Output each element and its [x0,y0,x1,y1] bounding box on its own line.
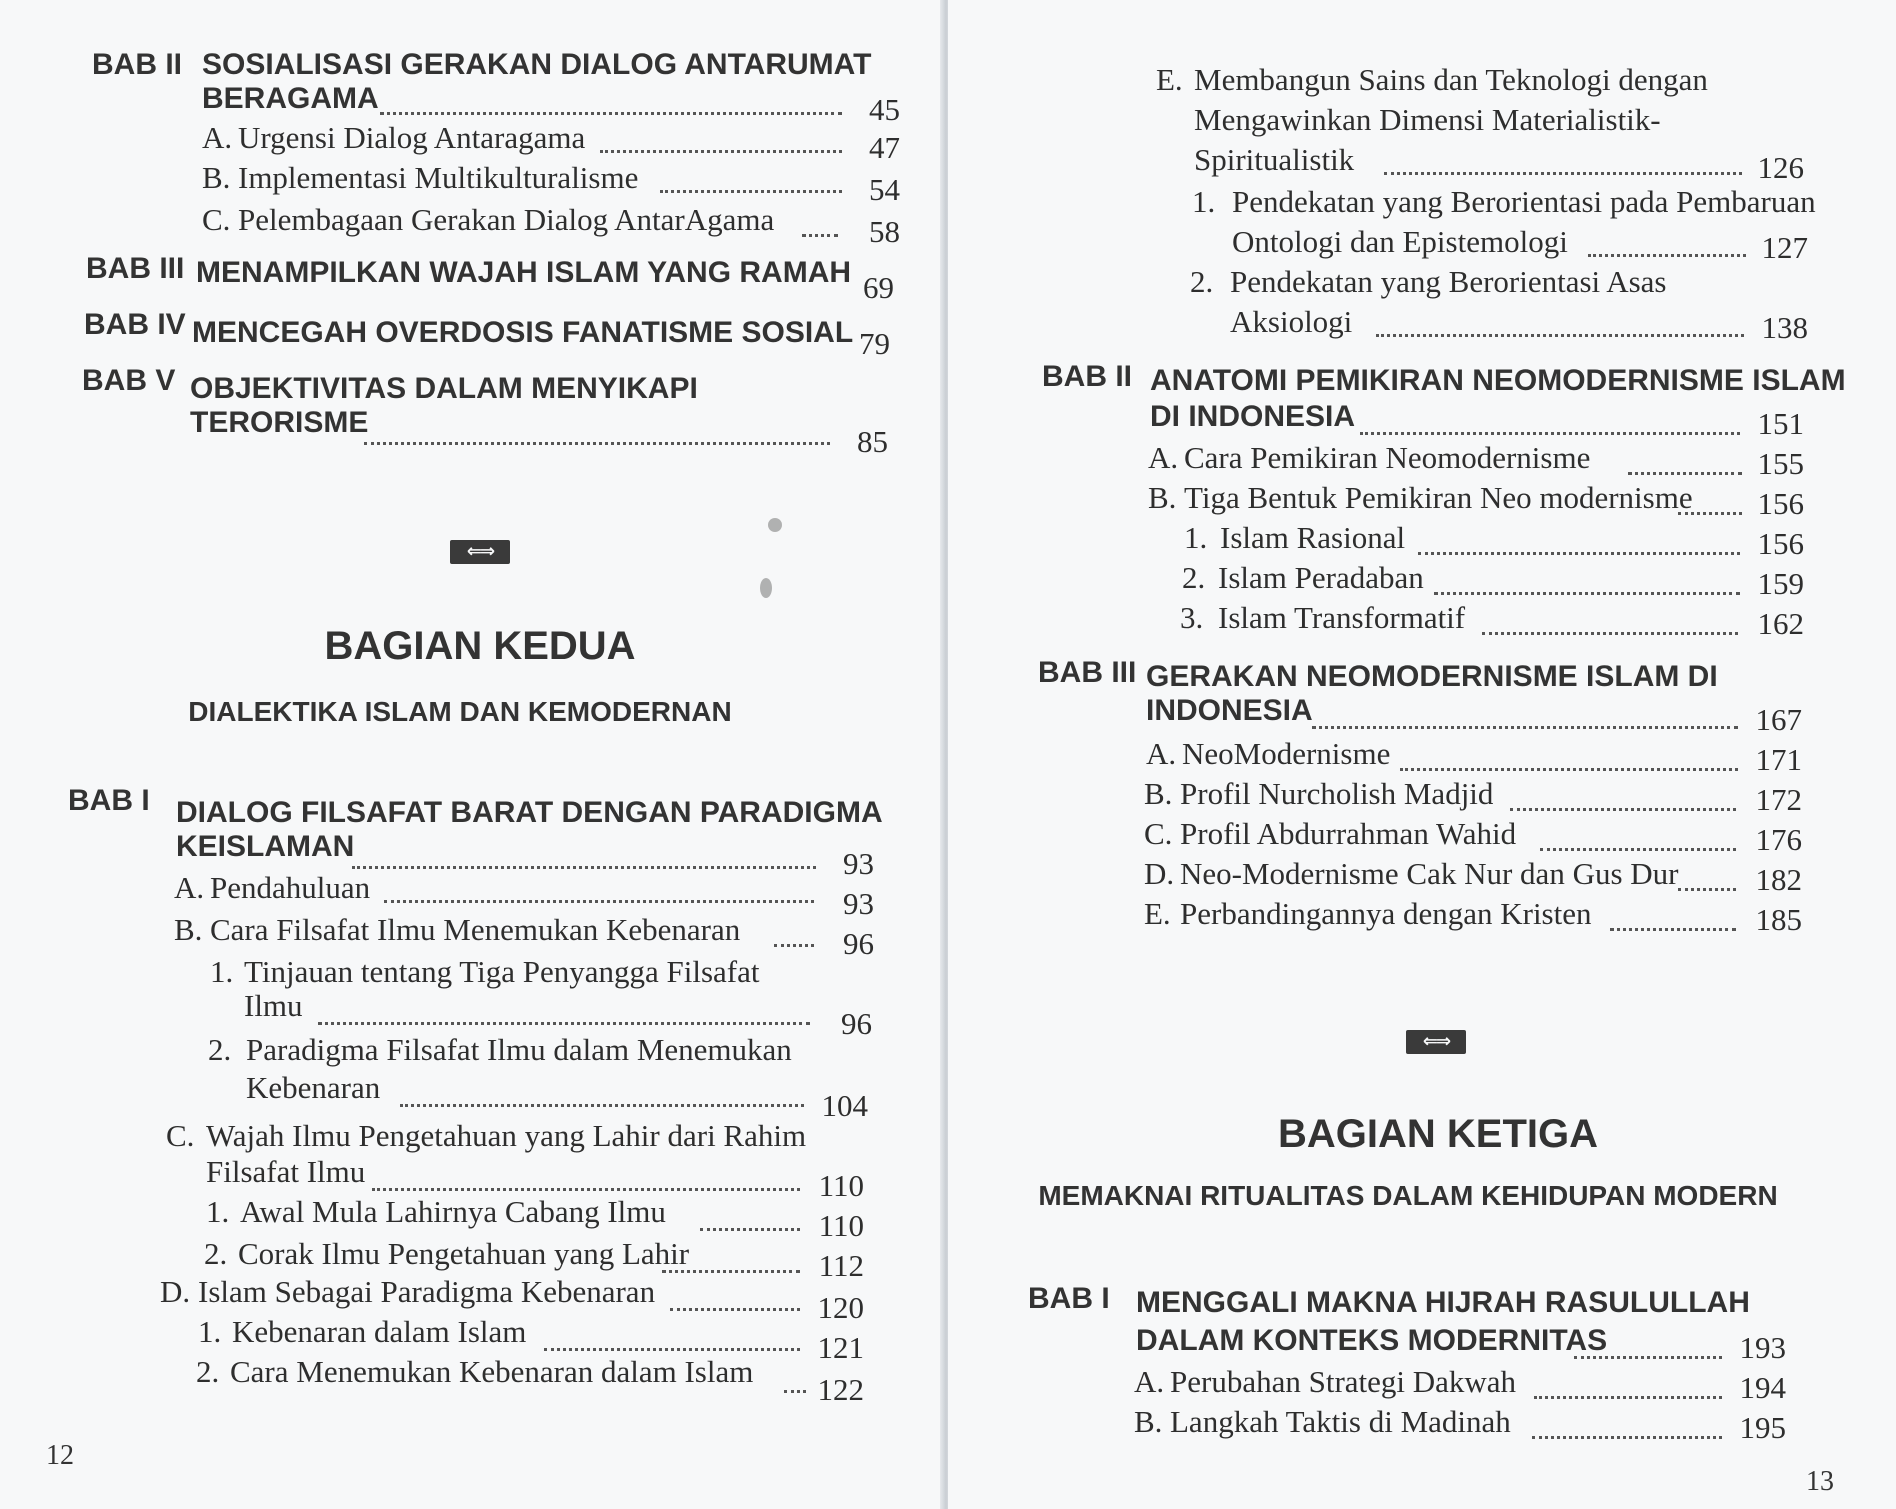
toc-chapter-title: DI INDONESIA [1150,400,1356,433]
dot-leader [700,1228,800,1231]
dot-leader [318,1022,810,1025]
toc-entry-title: Membangun Sains dan Teknologi dengan [1194,62,1708,97]
dot-leader [660,190,842,193]
toc-label: 3. [1180,600,1204,635]
dot-leader [1312,726,1738,729]
page-number: 151 [1757,406,1804,441]
toc-label: C. [166,1118,195,1153]
page-number: 58 [869,214,900,249]
toc-chapter-title: MENCEGAH OVERDOSIS FANATISME SOSIAL [192,316,854,349]
toc-entry-title: Pelembagaan Gerakan Dialog AntarAgama [238,202,775,237]
toc-label: 1. [1192,184,1216,219]
toc-entry-title: Mengawinkan Dimensi Materialistik- [1194,102,1661,137]
toc-entry-title: Tiga Bentuk Pemikiran Neo modernisme [1184,480,1693,515]
page-number: 112 [818,1248,864,1283]
dot-leader [1574,1356,1722,1359]
page-number: 45 [869,92,900,127]
toc-label: BAB I [1028,1282,1110,1315]
toc-entry-title: Islam Peradaban [1218,560,1424,595]
toc-label: 2. [1182,560,1206,595]
toc-label: B. [1144,776,1173,811]
toc-chapter-title: ANATOMI PEMIKIRAN NEOMODERNISME ISLAM [1150,364,1846,397]
toc-entry-title: Pendekatan yang Berorientasi Asas [1230,264,1667,299]
section-divider-icon: ⇐⇒ [450,540,510,564]
toc-label: A. [174,870,205,905]
dot-leader [1482,632,1738,635]
page-number: 110 [818,1208,864,1243]
page-number: 176 [1755,822,1802,857]
page-number: 93 [843,846,874,881]
toc-label: 2. [1190,264,1214,299]
dot-leader [600,150,842,153]
page-number: 93 [843,886,874,921]
toc-label: B. [1148,480,1177,515]
toc-label: D. [1144,856,1175,891]
dot-leader [1678,512,1742,515]
toc-entry-title: Kebenaran [246,1070,381,1105]
toc-label: C. [1144,816,1173,851]
toc-chapter-title: INDONESIA [1146,694,1313,727]
dot-leader [774,944,814,947]
folio-right: 13 [1806,1466,1834,1497]
toc-entry-title: Perbandingannya dengan Kristen [1180,896,1592,931]
toc-label: B. [1134,1404,1163,1439]
toc-label: A. [202,120,233,155]
page-number: 126 [1757,150,1804,185]
page-number: 138 [1761,310,1808,345]
toc-label: B. [174,912,203,947]
toc-label: 2. [196,1354,220,1389]
toc-entry-title: Neo-Modernisme Cak Nur dan Gus Dur [1180,856,1679,891]
dot-leader [1400,768,1738,771]
dot-leader [384,900,814,903]
toc-label: E. [1144,896,1171,931]
toc-chapter-title: BERAGAMA [202,82,379,115]
toc-label: B. [202,160,231,195]
page-number: 156 [1757,526,1804,561]
toc-entry-title: Implementasi Multikulturalisme [238,160,639,195]
page-smudge [760,578,772,598]
page-number: 194 [1739,1370,1786,1405]
toc-entry-title: Ontologi dan Epistemologi [1232,224,1568,259]
dot-leader [352,866,816,869]
page-number: 85 [857,424,888,459]
toc-label: 1. [198,1314,222,1349]
dot-leader [372,1188,800,1191]
page-number: 127 [1761,230,1808,265]
page-number: 195 [1739,1410,1786,1445]
page-number: 122 [817,1372,864,1407]
section-divider-icon: ⇐⇒ [1406,1030,1466,1054]
dot-leader [380,112,842,115]
dot-leader [1588,254,1746,257]
page-number: 167 [1755,702,1802,737]
toc-entry-title: Kebenaran dalam Islam [232,1314,527,1349]
dot-leader [662,1270,800,1273]
dot-leader [1510,808,1736,811]
part-title: BAGIAN KEDUA [324,624,636,668]
toc-entry-title: Islam Rasional [1220,520,1406,555]
toc-entry-title: Cara Menemukan Kebenaran dalam Islam [230,1354,754,1389]
toc-entry-title: Cara Filsafat Ilmu Menemukan Kebenaran [210,912,741,947]
page-number: 54 [869,172,900,207]
toc-chapter-title: DIALOG FILSAFAT BARAT DENGAN PARADIGMA [176,796,883,829]
dot-leader [784,1390,806,1393]
part-title: BAGIAN KETIGA [1278,1112,1598,1156]
dot-leader [1610,928,1736,931]
dot-leader [1534,1396,1722,1399]
toc-entry-title: Profil Nurcholish Madjid [1180,776,1494,811]
toc-entry-title: Pendekatan yang Berorientasi pada Pembaruan [1232,184,1816,219]
toc-label: BAB I [68,784,150,817]
page-number: 171 [1755,742,1802,777]
dot-leader [1532,1436,1722,1439]
right-page [948,0,1896,1509]
toc-entry-title: Corak Ilmu Pengetahuan yang Lahir [238,1236,690,1271]
toc-entry-title: Ilmu [244,988,303,1023]
toc-label: BAB IV [84,308,186,341]
dot-leader [1360,432,1740,435]
toc-entry-title: Islam Sebagai Paradigma Kebenaran [198,1274,656,1309]
page-number: 104 [821,1088,868,1123]
toc-chapter-title: GERAKAN NEOMODERNISME ISLAM DI [1146,660,1718,693]
toc-chapter-title: KEISLAMAN [176,830,355,863]
page-number: 193 [1739,1330,1786,1365]
part-subtitle: DIALEKTIKA ISLAM DAN KEMODERNAN [188,696,732,727]
toc-chapter-title: OBJEKTIVITAS DALAM MENYIKAPI [190,372,698,405]
page-number: 156 [1757,486,1804,521]
dot-leader [670,1308,800,1311]
toc-label: A. [1148,440,1179,475]
toc-label: D. [160,1274,191,1309]
toc-entry-title: Urgensi Dialog Antaragama [238,120,586,155]
toc-label: 2. [208,1032,232,1067]
dot-leader [1678,888,1736,891]
toc-label: BAB II [1042,360,1132,393]
toc-chapter-title: TERORISME [190,406,369,439]
dot-leader [1540,848,1736,851]
dot-leader [1628,472,1742,475]
toc-entry-title: Aksiologi [1230,304,1353,339]
dot-leader [802,234,838,237]
page-number: 110 [818,1168,864,1203]
toc-label: 1. [1184,520,1208,555]
toc-entry-title: Perubahan Strategi Dakwah [1170,1364,1517,1399]
toc-chapter-title: SOSIALISASI GERAKAN DIALOG ANTARUMAT [202,48,872,81]
toc-label: BAB III [1038,656,1137,689]
page-number: 96 [841,1006,872,1041]
left-page [0,0,944,1509]
toc-entry-title: Wajah Ilmu Pengetahuan yang Lahir dari Rahim [206,1118,807,1153]
dot-leader [1434,592,1740,595]
toc-entry-title: Awal Mula Lahirnya Cabang Ilmu [240,1194,666,1229]
dot-leader [1418,552,1740,555]
toc-entry-title: Cara Pemikiran Neomodernisme [1184,440,1591,475]
toc-entry-title: Langkah Taktis di Madinah [1170,1404,1511,1439]
toc-label: 1. [206,1194,230,1229]
toc-entry-title: Spiritualistik [1194,142,1355,177]
page-number: 162 [1757,606,1804,641]
toc-label: BAB III [86,252,185,285]
toc-label: C. [202,202,231,237]
toc-label: BAB V [82,364,176,397]
dot-leader [400,1104,804,1107]
page-number: 121 [817,1330,864,1365]
toc-label: A. [1134,1364,1165,1399]
toc-label: 2. [204,1236,228,1271]
toc-label: BAB II [92,48,182,81]
dot-leader [1384,172,1742,175]
toc-chapter-title: MENAMPILKAN WAJAH ISLAM YANG RAMAH [196,256,852,289]
page-number: 185 [1755,902,1802,937]
part-subtitle: MEMAKNAI RITUALITAS DALAM KEHIDUPAN MODERN [1038,1180,1778,1211]
dot-leader [544,1348,800,1351]
toc-entry-title: NeoModernisme [1182,736,1391,771]
dot-leader [364,442,830,445]
toc-entry-title: Filsafat Ilmu [206,1154,366,1189]
toc-entry-title: Paradigma Filsafat Ilmu dalam Menemukan [246,1032,792,1067]
toc-entry-title: Pendahuluan [210,870,371,905]
page-number: 120 [817,1290,864,1325]
toc-label: 1. [210,954,234,989]
toc-chapter-title: DALAM KONTEKS MODERNITAS [1136,1324,1608,1357]
toc-label: A. [1146,736,1177,771]
page-number: 96 [843,926,874,961]
page-number: 159 [1757,566,1804,601]
page-number: 69 [863,270,894,305]
page-number: 182 [1755,862,1802,897]
toc-entry-title: Tinjauan tentang Tiga Penyangga Filsafat [244,954,760,989]
page-number: 47 [869,130,900,165]
toc-entry-title: Islam Transformatif [1218,600,1466,635]
page-number: 155 [1757,446,1804,481]
dot-leader [1376,334,1744,337]
toc-chapter-title: MENGGALI MAKNA HIJRAH RASULULLAH [1136,1286,1750,1319]
page-number: 172 [1755,782,1802,817]
toc-label: E. [1156,62,1183,97]
page-number: 79 [859,326,890,361]
toc-entry-title: Profil Abdurrahman Wahid [1180,816,1517,851]
folio-left: 12 [46,1440,74,1471]
page-smudge [768,518,782,532]
